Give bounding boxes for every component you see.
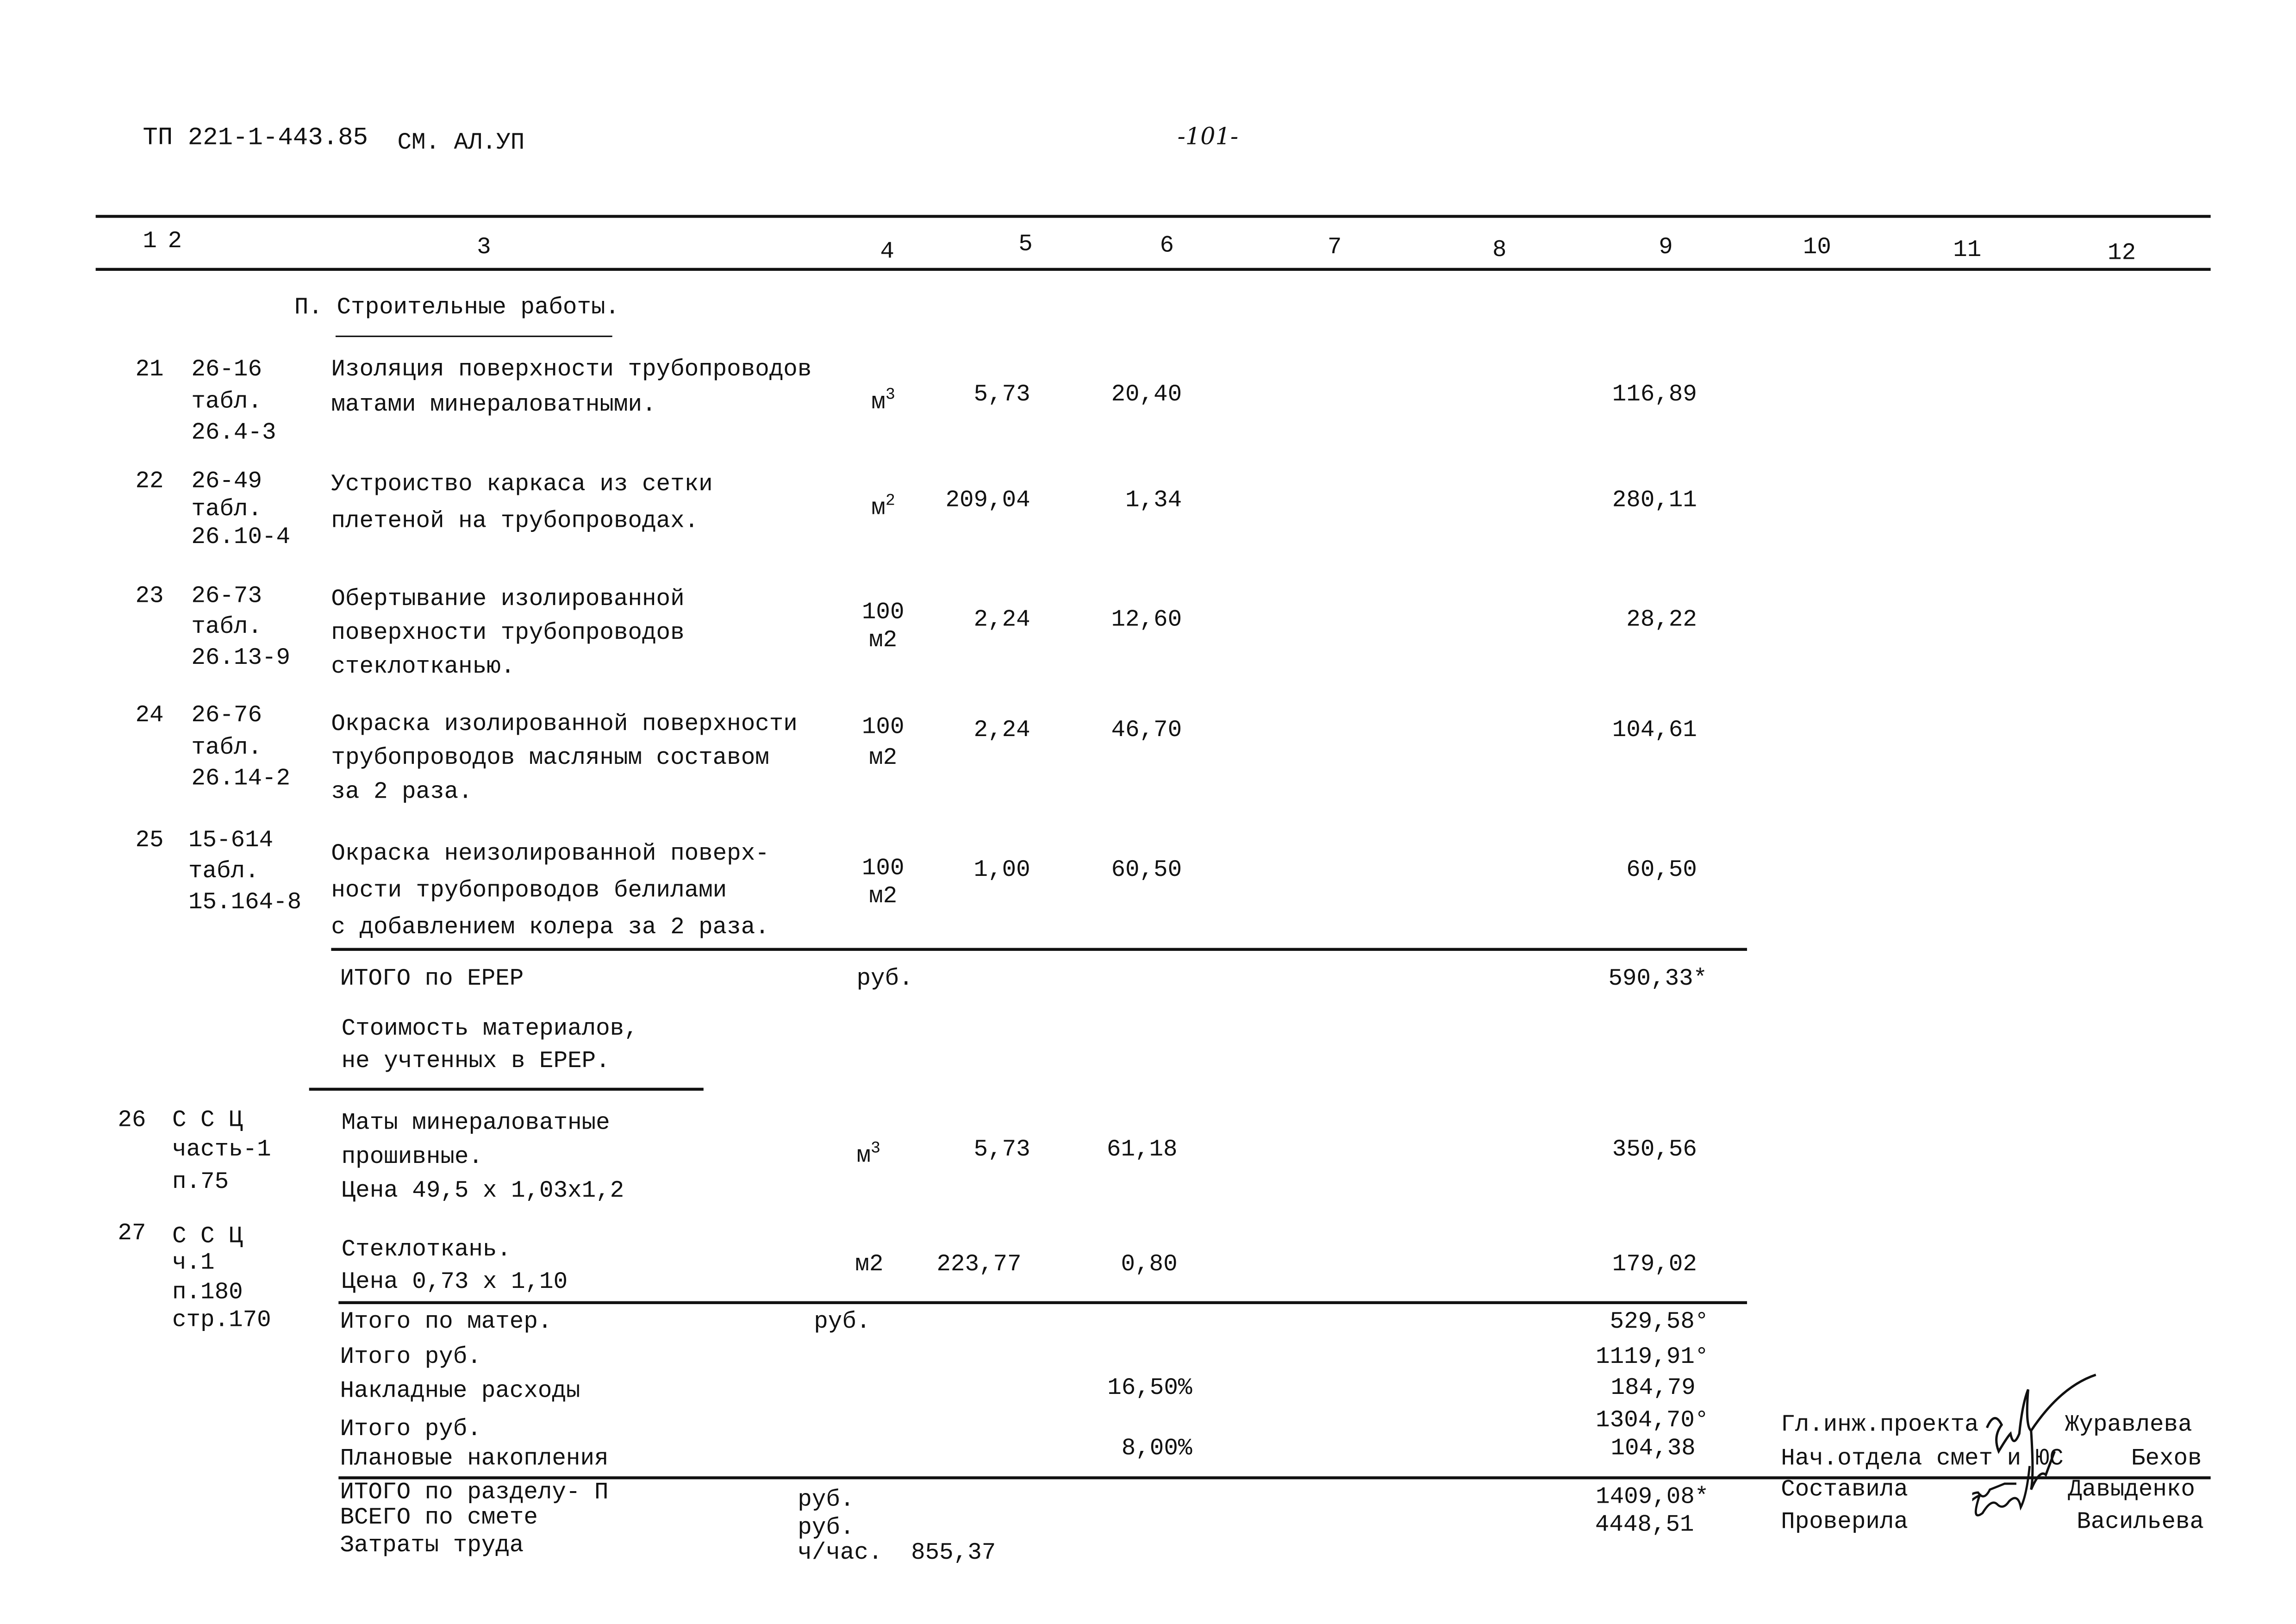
section-title: П. Строительные работы. — [294, 294, 620, 321]
row-price: 1,34 — [1125, 487, 1182, 514]
row-unit: 100 — [861, 855, 905, 882]
row-code: часть-1 — [172, 1136, 271, 1163]
subtotal-erer-total: 590,33* — [1608, 965, 1708, 992]
table-top-rule — [96, 215, 2211, 218]
total-value: 4448,51 — [1595, 1512, 1694, 1538]
row-code: табл. — [188, 858, 259, 885]
row-code: 26.13-9 — [191, 644, 291, 671]
total-value: 1304,70° — [1596, 1407, 1709, 1434]
row-code: С С Ц — [172, 1106, 243, 1134]
subtotal-erer-label: ИТОГО по ЕРЕР — [340, 965, 524, 992]
row-number: 24 — [135, 702, 164, 729]
row-quantity: 223,77 — [936, 1251, 1022, 1278]
materials-heading: не учтенных в ЕРЕР. — [341, 1048, 610, 1075]
row-code: 15-614 — [188, 827, 274, 854]
row-description: поверхности трубопроводов — [331, 619, 685, 646]
row-description: стеклотканью. — [331, 653, 515, 680]
col-4: 4 — [880, 238, 894, 265]
row-description: с добавлением колера за 2 раза. — [331, 914, 769, 941]
total-value: 104,38 — [1610, 1435, 1696, 1462]
row-description: ности трубопроводов белилами — [331, 877, 727, 904]
row-code: С С Ц — [172, 1223, 243, 1250]
row-unit: м2 — [869, 744, 898, 772]
row-code: 26-49 — [191, 468, 262, 495]
row-code: ч.1 — [172, 1249, 215, 1276]
total-label: Итого руб. — [340, 1343, 481, 1371]
row-description: Устроиство каркаса из сетки — [331, 471, 713, 498]
row-price: 0,80 — [1121, 1251, 1178, 1278]
row-quantity: 2,24 — [973, 606, 1030, 633]
signature-role: Гл.инж.проекта — [1781, 1412, 1979, 1438]
signature-name: Бехов — [2131, 1445, 2202, 1472]
row-description: Цена 49,5 х 1,03х1,2 — [341, 1177, 624, 1204]
total-label: ВСЕГО по смете — [340, 1504, 538, 1531]
section-total-rule — [338, 1476, 2210, 1479]
row-description: за 2 раза. — [331, 778, 473, 806]
row-total: 60,50 — [1626, 856, 1697, 883]
row-number: 25 — [135, 827, 164, 854]
row-unit: 100 — [861, 599, 905, 626]
row-price: 12,60 — [1111, 606, 1182, 633]
total-label: ИТОГО по разделу- П — [340, 1479, 609, 1506]
row-description: матами минераловатными. — [331, 391, 656, 418]
sheet-ref: СМ. АЛ.УП — [397, 129, 525, 156]
row-description: трубопроводов масляным составом — [331, 744, 769, 772]
row-unit: $м^3$ — [856, 1141, 881, 1169]
col-10: 10 — [1803, 234, 1831, 261]
row-code: п.180 — [172, 1279, 243, 1306]
row-unit: м2 — [869, 883, 898, 910]
row-code: 15.164-8 — [188, 889, 302, 916]
total-value: 1409,08* — [1596, 1483, 1709, 1511]
row-unit: м2 — [855, 1251, 884, 1278]
row-code: табл. — [191, 388, 262, 415]
row-code: 26-16 — [191, 356, 262, 383]
row-price: 61,18 — [1106, 1136, 1178, 1163]
row-description: Окраска изолированной поверхности — [331, 711, 798, 737]
col-6: 6 — [1160, 232, 1174, 259]
row-price: 20,40 — [1111, 381, 1182, 408]
total-rate: 8,00% — [1121, 1435, 1192, 1462]
total-label: Итого руб. — [340, 1416, 481, 1443]
row-code: п.75 — [172, 1168, 229, 1195]
row-total: 350,56 — [1612, 1136, 1697, 1163]
signature-name: Журавлева — [2065, 1412, 2192, 1438]
page-number: -101- — [1177, 122, 1239, 150]
row-quantity: 1,00 — [973, 856, 1030, 883]
row-description: Цена 0,73 х 1,10 — [341, 1268, 568, 1295]
signature-role: Проверила — [1781, 1508, 1908, 1536]
row-number: 21 — [135, 356, 164, 383]
row-description: Стеклоткань. — [341, 1236, 511, 1263]
header-bottom-rule — [96, 268, 2211, 271]
row-unit: $м^2$ — [871, 493, 895, 522]
row-number: 23 — [135, 583, 164, 610]
row-code: 26.10-4 — [191, 524, 291, 551]
row-total: 280,11 — [1612, 487, 1697, 514]
col-9: 9 — [1659, 234, 1673, 261]
row-unit: 100 — [861, 714, 905, 741]
row-total: 28,22 — [1626, 606, 1697, 633]
total-unit: руб. — [798, 1487, 855, 1513]
col-12: 12 — [2108, 240, 2136, 267]
col-2: 2 — [168, 228, 182, 255]
row-code: стр.170 — [172, 1307, 271, 1334]
row-quantity: 5,73 — [973, 381, 1030, 408]
row-description: плетеной на трубопроводах. — [331, 507, 699, 535]
signature-name: Васильева — [2077, 1508, 2204, 1536]
total-label: Итого по матер. — [340, 1308, 552, 1335]
row-code: табл. — [191, 613, 262, 641]
col-8: 8 — [1492, 237, 1507, 264]
row-code: 26.14-2 — [191, 765, 291, 792]
row-total: 116,89 — [1612, 381, 1697, 408]
row-description: Изоляция поверхности трубопроводов — [331, 356, 812, 383]
subtotal-rule — [331, 948, 1747, 951]
row-price: 46,70 — [1111, 717, 1182, 743]
col-11: 11 — [1953, 237, 1982, 264]
row-description: прошивные. — [341, 1143, 483, 1170]
total-unit: руб. — [814, 1308, 871, 1335]
total-value: 184,79 — [1610, 1374, 1696, 1401]
row-description: Окраска неизолированной поверх- — [331, 840, 769, 867]
materials-underline — [309, 1088, 704, 1091]
col-7: 7 — [1327, 234, 1342, 261]
row-code: табл. — [191, 734, 262, 761]
row-number: 22 — [135, 468, 164, 495]
signature-name: Давыденко — [2068, 1476, 2195, 1503]
row-quantity: 209,04 — [945, 487, 1030, 514]
row-quantity: 2,24 — [973, 717, 1030, 743]
total-label: Накладные расходы — [340, 1378, 580, 1405]
row-code: 26.4-3 — [191, 419, 276, 446]
total-label: Плановые накопления — [340, 1445, 609, 1472]
materials-heading: Стоимость материалов, — [341, 1015, 638, 1043]
row-description: Обертывание изолированной — [331, 586, 685, 612]
total-unit: ч/час. — [798, 1539, 883, 1566]
row-code: 26-73 — [191, 583, 262, 610]
total-rate: 16,50% — [1107, 1374, 1192, 1401]
total-unit: руб. — [798, 1514, 855, 1541]
total-value: 529,58° — [1610, 1308, 1709, 1335]
col-3: 3 — [477, 234, 491, 261]
row-total: 104,61 — [1612, 717, 1697, 743]
subtotal-erer-unit: руб. — [856, 965, 913, 992]
col-1: 1 — [143, 228, 157, 255]
handwritten-signatures-graphic — [1972, 1369, 2134, 1538]
row-number: 26 — [118, 1106, 146, 1134]
row-unit: $м^3$ — [871, 387, 895, 416]
row-quantity: 5,73 — [973, 1136, 1030, 1163]
section-underline — [336, 336, 612, 337]
signature-role: Нач.отдела смет и ЮС — [1781, 1445, 2064, 1472]
signature-role: Составила — [1781, 1476, 1908, 1503]
row-description: Маты минераловатные — [341, 1110, 610, 1137]
row-total: 179,02 — [1612, 1251, 1697, 1278]
total-value: 1119,91° — [1596, 1343, 1709, 1371]
labor-hours-value: 855,37 — [911, 1539, 996, 1566]
row-unit: м2 — [869, 627, 898, 654]
total-label: Затраты труда — [340, 1532, 524, 1559]
col-5: 5 — [1018, 231, 1033, 258]
row-code: 26-76 — [191, 702, 262, 729]
row-price: 60,50 — [1111, 856, 1182, 883]
materials-total-rule — [338, 1301, 1747, 1304]
row-number: 27 — [118, 1220, 146, 1247]
doc-code: ТП 221-1-443.85 — [143, 125, 368, 153]
row-code: табл. — [191, 496, 262, 523]
